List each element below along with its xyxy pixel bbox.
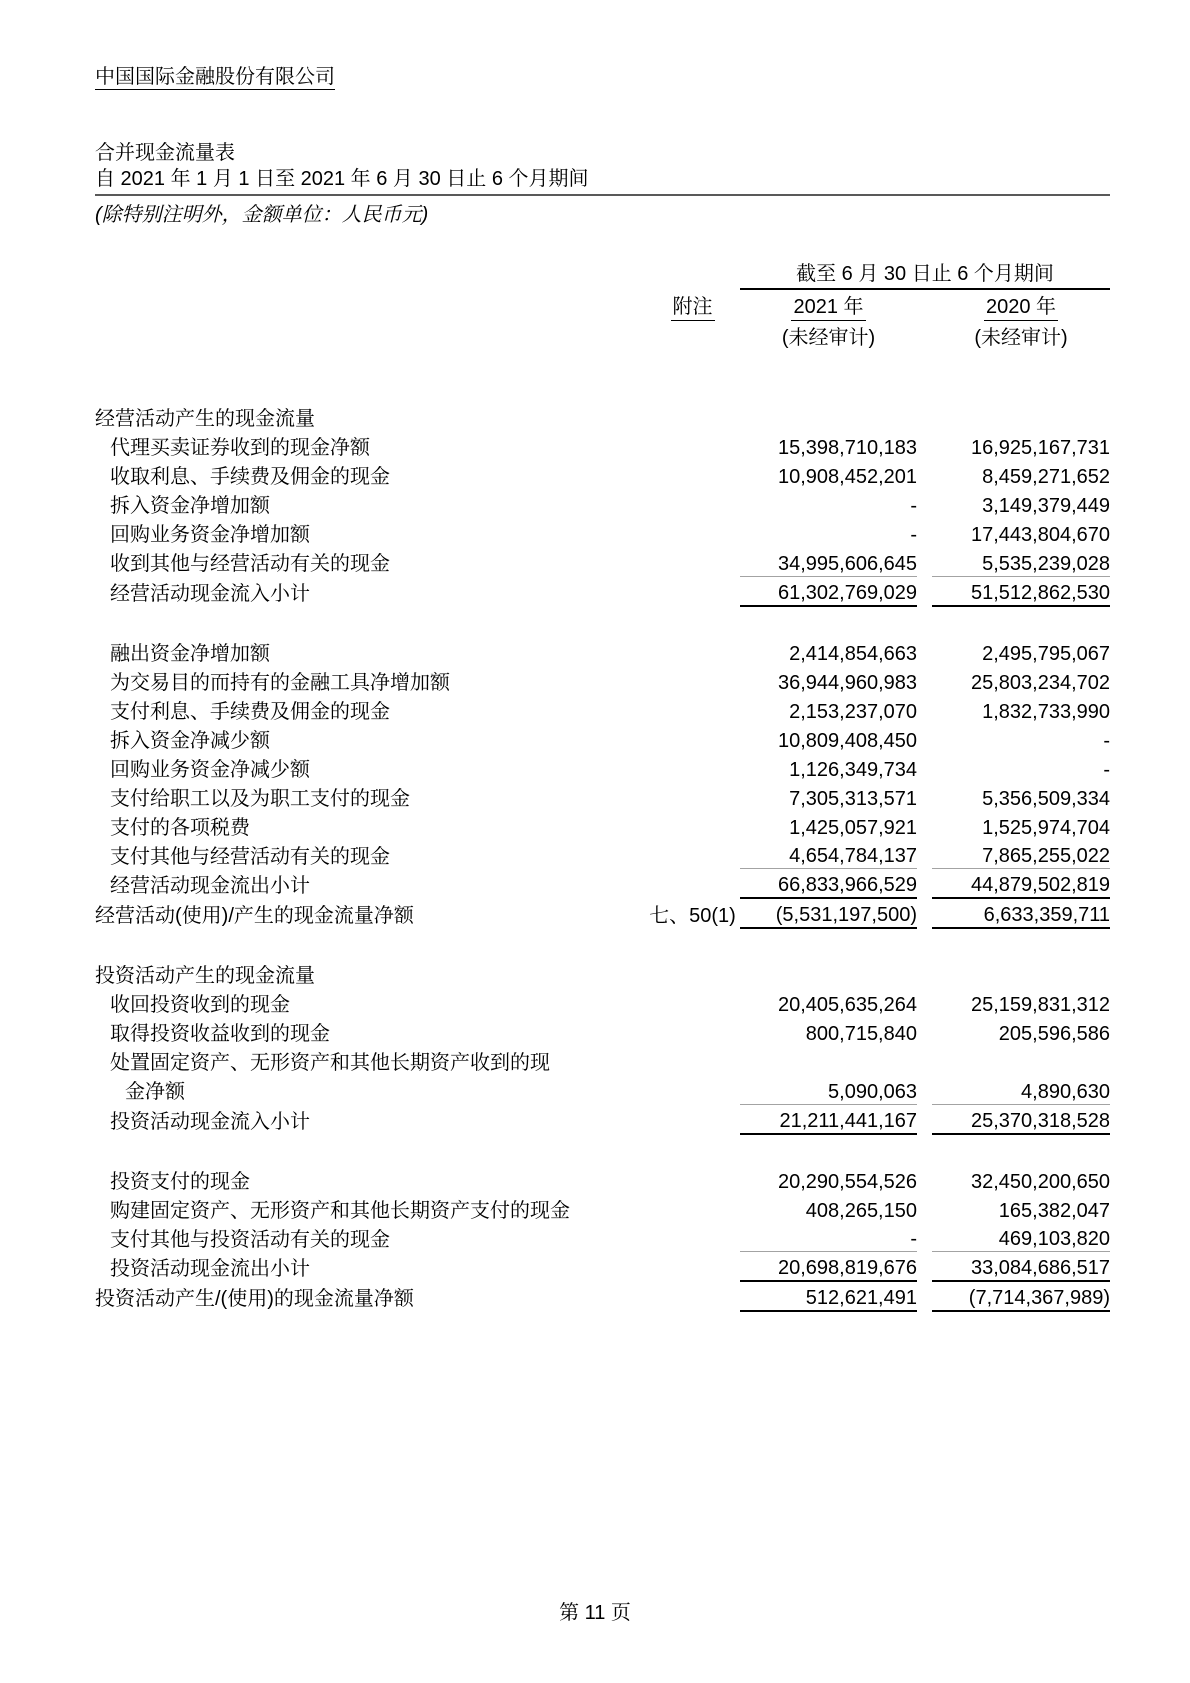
table-row xyxy=(95,1165,1110,1194)
row-value-2021: 34,995,606,645 xyxy=(740,547,917,576)
table-row xyxy=(95,840,1110,869)
table-row xyxy=(95,460,1110,489)
cash-flow-table xyxy=(95,257,1110,1312)
row-value-2020: 51,512,862,530 xyxy=(932,576,1110,606)
row-value-2021: 61,302,769,029 xyxy=(740,576,917,606)
row-value-2020: 17,443,804,670 xyxy=(971,524,1111,546)
table-row xyxy=(95,1194,1110,1223)
row-value-2020: (7,714,367,989) xyxy=(932,1281,1110,1311)
table-row xyxy=(95,695,1110,724)
row-value-2020: 25,370,318,528 xyxy=(932,1104,1110,1134)
row-value-2020: - xyxy=(1103,729,1111,752)
unit-note: (除特别注明外，金额单位：人民币元) xyxy=(95,204,429,226)
row-value-2021: 36,944,960,983 xyxy=(777,671,917,694)
row-value-2021: - xyxy=(910,495,917,517)
table-row xyxy=(95,1017,1110,1046)
section-header-investing xyxy=(95,959,1110,988)
company-name: 中国国际金融股份有限公司 xyxy=(95,66,335,88)
table-row xyxy=(95,724,1110,753)
table-row xyxy=(95,489,1110,518)
row-value-2020: 32,450,200,650 xyxy=(971,1170,1111,1193)
row-label: 投资支付的现金 xyxy=(110,1170,250,1193)
page-number: 第 11 页 xyxy=(559,1602,631,1624)
row-value-2021: 20,698,819,676 xyxy=(740,1252,917,1282)
row-value-2020: 2,495,795,067 xyxy=(982,642,1111,665)
table-row xyxy=(95,547,1110,576)
row-label: 支付其他与经营活动有关的现金 xyxy=(110,845,390,868)
unaudited-label-2020: (未经审计) xyxy=(974,327,1068,349)
subtotal-row-investing-inflow xyxy=(95,1104,1110,1134)
table-row xyxy=(95,988,1110,1017)
row-value-2021: 10,908,452,201 xyxy=(777,466,917,488)
row-label: 投资活动现金流入小计 xyxy=(110,1110,310,1133)
row-value-2021: 2,414,854,663 xyxy=(789,642,917,665)
table-row-wrapped-label xyxy=(95,1046,1110,1075)
spacer-row xyxy=(95,350,1110,402)
statement-title: 合并现金流量表 xyxy=(95,142,235,164)
row-value-2020: 7,865,255,022 xyxy=(932,840,1110,869)
row-label: 收回投资收到的现金 xyxy=(110,994,290,1016)
row-value-2021: 20,290,554,526 xyxy=(777,1170,917,1193)
subtotal-row-investing-outflow xyxy=(95,1252,1110,1282)
row-value-2021: 2,153,237,070 xyxy=(789,700,917,723)
row-value-2020: 1,832,733,990 xyxy=(982,700,1111,723)
row-value-2020: 1,525,974,704 xyxy=(982,816,1111,839)
row-label: 经营活动现金流出小计 xyxy=(110,875,310,897)
row-value-2020: 6,633,359,711 xyxy=(932,898,1110,928)
table-row xyxy=(95,811,1110,840)
row-label: 支付的各项税费 xyxy=(110,816,250,839)
spacer-row xyxy=(95,1134,1110,1165)
row-value-2020: 3,149,379,449 xyxy=(982,495,1111,517)
row-label: 为交易目的而持有的金融工具净增加额 xyxy=(110,671,450,694)
row-value-2020: 165,382,047 xyxy=(998,1199,1111,1222)
table-row xyxy=(95,1223,1110,1252)
net-row-operating xyxy=(95,898,1110,928)
row-value-2021: - xyxy=(740,1223,917,1252)
row-label: 处置固定资产、无形资产和其他长期资产收到的现 xyxy=(110,1052,550,1074)
row-value-2020: 25,159,831,312 xyxy=(971,994,1111,1016)
row-value-2021: 20,405,635,264 xyxy=(777,994,917,1016)
spacer-row xyxy=(95,928,1110,959)
row-value-2020: 8,459,271,652 xyxy=(982,466,1111,488)
table-span-header-row xyxy=(95,257,1110,289)
table-column-header-row xyxy=(95,289,1110,321)
row-value-2021: 512,621,491 xyxy=(740,1281,917,1311)
notes-column-header: 附注 xyxy=(645,289,740,321)
row-value-2020: 5,356,509,334 xyxy=(982,787,1111,810)
table-row xyxy=(95,431,1110,460)
row-label: 回购业务资金净减少额 xyxy=(110,758,310,781)
unaudited-row xyxy=(95,321,1110,350)
row-label: 金净额 xyxy=(125,1081,185,1103)
row-value-2020: 16,925,167,731 xyxy=(971,437,1111,459)
table-row xyxy=(95,666,1110,695)
row-value-2021: 4,654,784,137 xyxy=(740,840,917,869)
row-value-2021: 10,809,408,450 xyxy=(777,729,917,752)
subtotal-row-operating-outflow xyxy=(95,869,1110,899)
row-label: 代理买卖证券收到的现金净额 xyxy=(110,437,370,459)
row-value-2021: 800,715,840 xyxy=(805,1023,917,1045)
row-value-2020: 4,890,630 xyxy=(932,1075,1110,1104)
row-value-2020: 25,803,234,702 xyxy=(971,671,1111,694)
row-value-2021: 66,833,966,529 xyxy=(740,869,917,899)
row-label: 经营活动现金流入小计 xyxy=(110,582,310,605)
company-name-line xyxy=(95,66,1110,88)
table-row xyxy=(95,518,1110,547)
year-2020-header: 2020 年 xyxy=(932,289,1110,321)
row-value-2021: - xyxy=(910,524,917,546)
row-value-2021: 5,090,063 xyxy=(740,1075,917,1104)
row-value-2020: - xyxy=(1103,758,1111,781)
row-value-2020: 33,084,686,517 xyxy=(932,1252,1110,1282)
row-label: 拆入资金净增加额 xyxy=(110,495,270,517)
row-label: 投资活动现金流出小计 xyxy=(110,1258,310,1280)
row-label: 支付其他与投资活动有关的现金 xyxy=(110,1228,390,1251)
row-value-2021: 15,398,710,183 xyxy=(777,437,917,459)
row-label: 购建固定资产、无形资产和其他长期资产支付的现金 xyxy=(110,1199,570,1222)
table-row xyxy=(95,637,1110,666)
row-label: 支付给职工以及为职工支付的现金 xyxy=(110,787,410,810)
row-label: 经营活动(使用)/产生的现金流量净额 xyxy=(95,905,414,927)
row-label: 投资活动产生/(使用)的现金流量净额 xyxy=(95,1288,414,1310)
row-label: 投资活动产生的现金流量 xyxy=(95,965,315,987)
table-row xyxy=(95,753,1110,782)
row-value-2020: 205,596,586 xyxy=(998,1023,1111,1045)
row-label: 拆入资金净减少额 xyxy=(110,729,270,752)
row-value-2020: 5,535,239,028 xyxy=(932,547,1110,576)
row-value-2021: 1,425,057,921 xyxy=(789,816,917,839)
row-label: 取得投资收益收到的现金 xyxy=(110,1023,330,1045)
row-label: 经营活动产生的现金流量 xyxy=(95,408,315,430)
subtotal-row-operating-inflow xyxy=(95,576,1110,606)
row-note-reference: 七、50(1) xyxy=(649,905,736,927)
period-line: 自 2021 年 1 月 1 日至 2021 年 6 月 30 日止 6 个月期间 xyxy=(95,167,1110,196)
row-value-2021: 21,211,441,167 xyxy=(740,1104,917,1134)
period-span-header: 截至 6 月 30 日止 6 个月期间 xyxy=(740,257,1110,289)
row-label: 回购业务资金净增加额 xyxy=(110,524,310,546)
row-value-2021: 1,126,349,734 xyxy=(789,758,917,781)
spacer-row xyxy=(95,606,1110,637)
row-value-2020: 469,103,820 xyxy=(932,1223,1110,1252)
title-block xyxy=(95,140,1110,229)
row-value-2021: (5,531,197,500) xyxy=(740,898,917,928)
row-label: 融出资金净增加额 xyxy=(110,642,270,665)
section-header-operating xyxy=(95,402,1110,431)
unaudited-label-2021: (未经审计) xyxy=(781,327,876,349)
row-value-2021: 408,265,150 xyxy=(805,1199,917,1222)
row-value-2021: 7,305,313,571 xyxy=(789,787,917,810)
row-label: 收取利息、手续费及佣金的现金 xyxy=(110,466,390,488)
row-label: 支付利息、手续费及佣金的现金 xyxy=(110,700,390,723)
year-2021-header: 2021 年 xyxy=(740,289,917,321)
table-row-wrapped-continuation xyxy=(95,1075,1110,1104)
row-value-2020: 44,879,502,819 xyxy=(932,869,1110,899)
net-row-investing xyxy=(95,1281,1110,1311)
table-row xyxy=(95,782,1110,811)
row-label: 收到其他与经营活动有关的现金 xyxy=(110,553,390,575)
